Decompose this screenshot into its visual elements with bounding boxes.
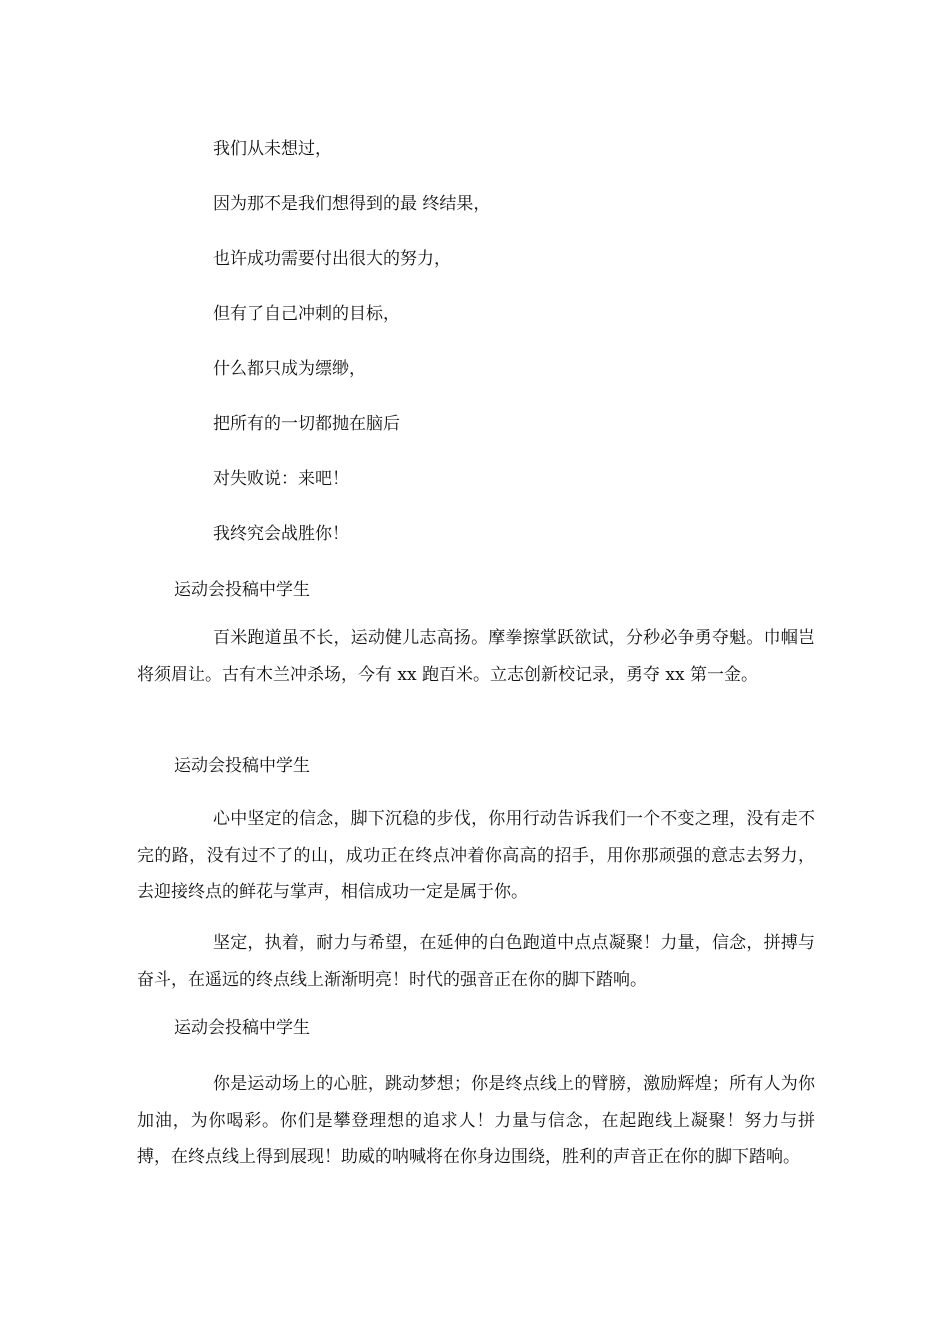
poem-line: 但有了自己冲刺的目标， xyxy=(213,304,400,324)
poem-line: 把所有的一切都抛在脑后 xyxy=(213,414,400,434)
section-heading: 运动会投稿中学生 xyxy=(174,756,310,776)
poem-line: 我终究会战胜你！ xyxy=(213,524,349,544)
poem-line: 因为那不是我们想得到的最 终结果， xyxy=(213,194,491,214)
body-paragraph: 坚定，执着，耐力与希望，在延伸的白色跑道中点点凝聚！力量，信念，拼搏与奋斗，在遥远的终点线上渐渐明亮！时代的强音正在你的脚下踏响。 xyxy=(137,933,815,990)
body-paragraph: 你是运动场上的心脏，跳动梦想；你是终点线上的臂膀，激励辉煌；所有人为你加油，为你喝彩。你们是攀登理想的追求人！力量与信念，在起跑线上凝聚！努力与拼搏，在终点线上得到展现！助威的呐喊将在你身边围绕，胜利的声音正在你的脚下踏响。 xyxy=(137,1074,815,1167)
section-heading: 运动会投稿中学生 xyxy=(174,580,310,600)
poem-line: 什么都只成为缥缈， xyxy=(213,359,366,379)
body-paragraph: 心中坚定的信念，脚下沉稳的步伐，你用行动告诉我们一个不变之理，没有走不完的路，没有过不了的山，成功正在终点冲着你高高的招手，用你那顽强的意志去努力，去迎接终点的鲜花与掌声，相信成功一定是属于你。 xyxy=(137,809,815,902)
poem-line: 也许成功需要付出很大的努力， xyxy=(213,249,451,269)
section-heading: 运动会投稿中学生 xyxy=(174,1018,310,1038)
body-paragraph: 百米跑道虽不长，运动健儿志高扬。摩拳擦掌跃欲试，分秒必争勇夺魁。巾帼岂将须眉让。古有木兰冲杀场，今有 xx 跑百米。立志创新校记录，勇夺 xx 第一金。 xyxy=(137,628,815,685)
poem-line: 对失败说：来吧！ xyxy=(213,469,349,489)
poem-line: 我们从未想过， xyxy=(213,139,332,159)
